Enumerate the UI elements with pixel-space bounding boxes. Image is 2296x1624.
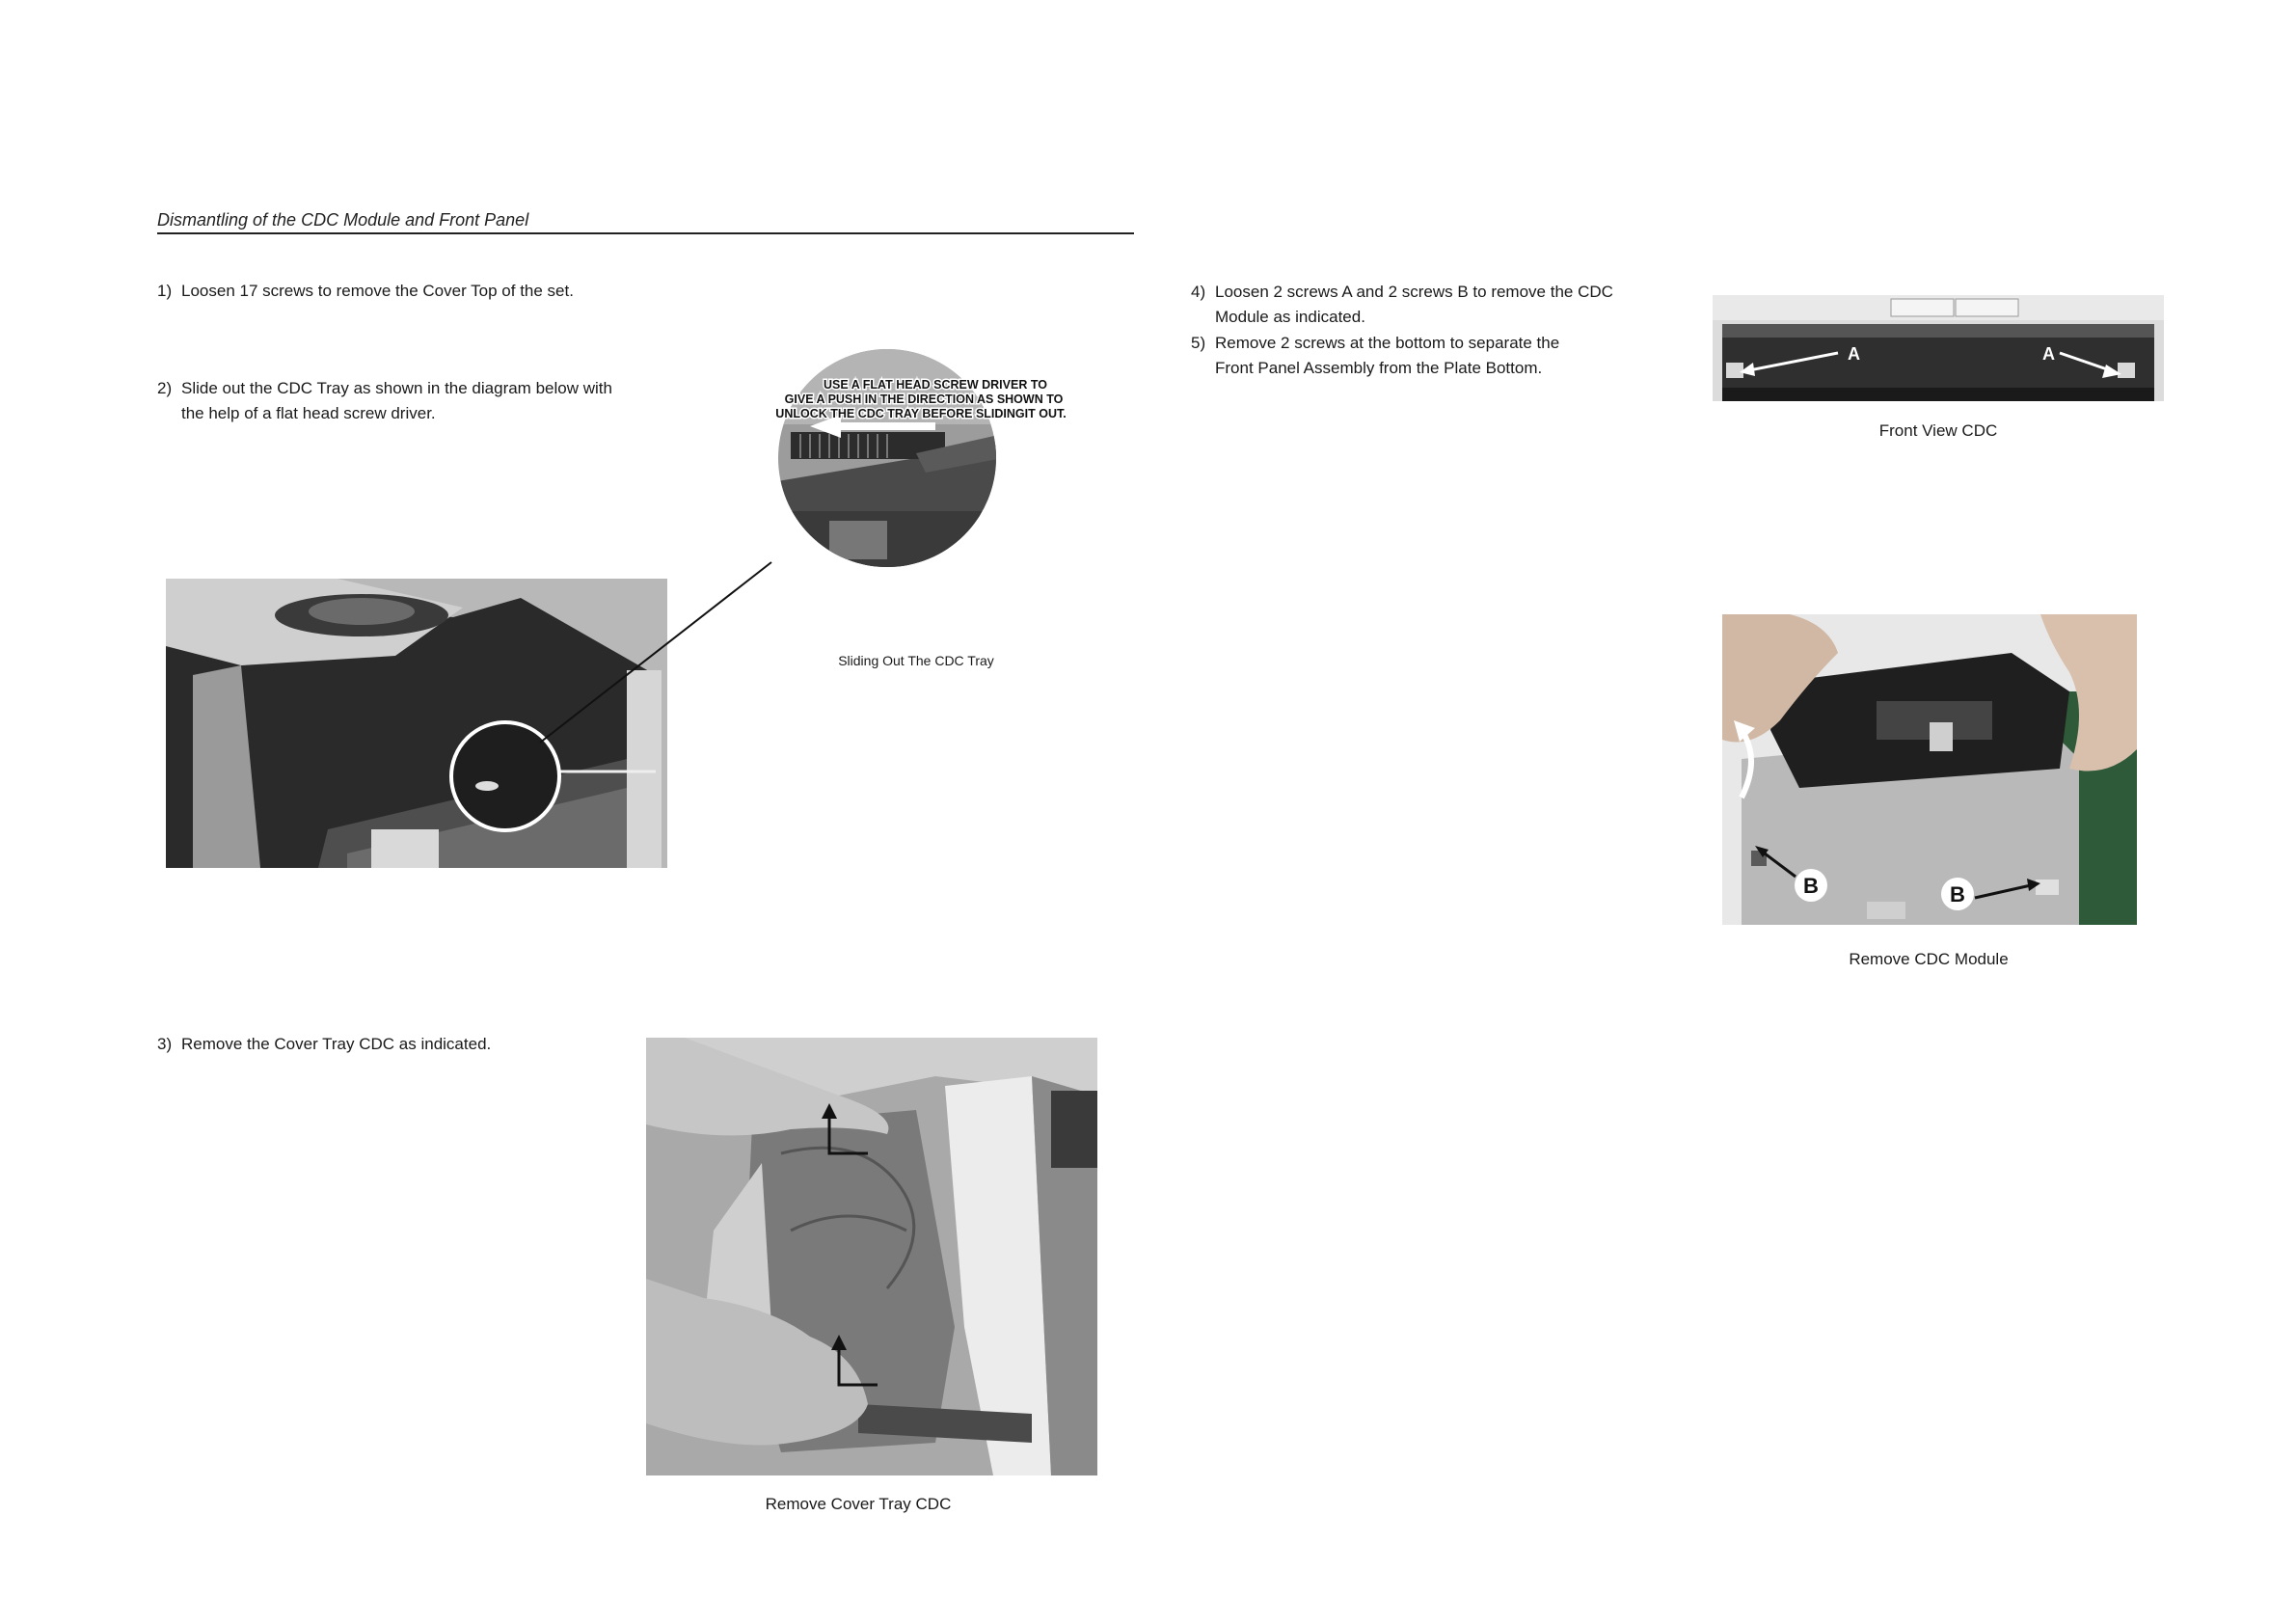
screw-a-label-left: A bbox=[1848, 344, 1860, 364]
step-5 bbox=[1191, 331, 1559, 381]
step-2-line-1: Slide out the CDC Tray as shown in the diagram below with bbox=[181, 379, 612, 397]
sliding-tray-figure bbox=[154, 289, 1080, 916]
callout-line-2: GIVE A PUSH IN THE DIRECTION AS SHOWN TO bbox=[784, 392, 1064, 406]
sliding-tray-caption: Sliding Out The CDC Tray bbox=[838, 653, 994, 668]
step-3-line-1: Remove the Cover Tray CDC as indicated. bbox=[181, 1035, 492, 1053]
step-4-number: 4) bbox=[1191, 283, 1206, 301]
callout-line-1: USE A FLAT HEAD SCREW DRIVER TO bbox=[824, 378, 1047, 392]
step-4 bbox=[1191, 280, 1613, 330]
step-2-line-2: the help of a flat head screw driver. bbox=[181, 404, 436, 422]
step-1-number: 1) bbox=[157, 282, 173, 300]
callout-line-3: UNLOCK THE CDC TRAY BEFORE SLIDINGIT OUT. bbox=[775, 407, 1067, 420]
cover-tray-photo bbox=[646, 1038, 1097, 1475]
front-view-caption: Front View CDC bbox=[1878, 421, 1998, 440]
step-4-line-1: Loosen 2 screws A and 2 screws B to remove the CDC bbox=[1215, 283, 1613, 301]
screw-b-label-left: B bbox=[1803, 874, 1819, 898]
step-5-line-2: Front Panel Assembly from the Plate Bottom. bbox=[1215, 359, 1543, 377]
step-2-number: 2) bbox=[157, 379, 173, 397]
step-5-number: 5) bbox=[1191, 334, 1206, 352]
remove-module-caption: Remove CDC Module bbox=[1849, 950, 2009, 968]
front-view-photo bbox=[1713, 295, 2164, 401]
header-rule bbox=[157, 232, 1134, 234]
screw-b-label-right: B bbox=[1950, 882, 1965, 907]
page-title: Dismantling of the CDC Module and Front Panel bbox=[157, 210, 529, 230]
remove-module-photo bbox=[1722, 614, 2137, 925]
screw-a-label-right: A bbox=[2042, 344, 2055, 364]
step-4-line-2: Module as indicated. bbox=[1215, 308, 1365, 326]
step-3 bbox=[157, 1032, 491, 1057]
unit-photo bbox=[166, 579, 667, 868]
step-5-line-1: Remove 2 screws at the bottom to separate the bbox=[1215, 334, 1560, 352]
highlight-circle bbox=[451, 722, 559, 830]
step-3-number: 3) bbox=[157, 1035, 173, 1053]
step-1-line-1: Loosen 17 screws to remove the Cover Top of the set. bbox=[181, 282, 574, 300]
cover-tray-caption: Remove Cover Tray CDC bbox=[765, 1495, 952, 1513]
